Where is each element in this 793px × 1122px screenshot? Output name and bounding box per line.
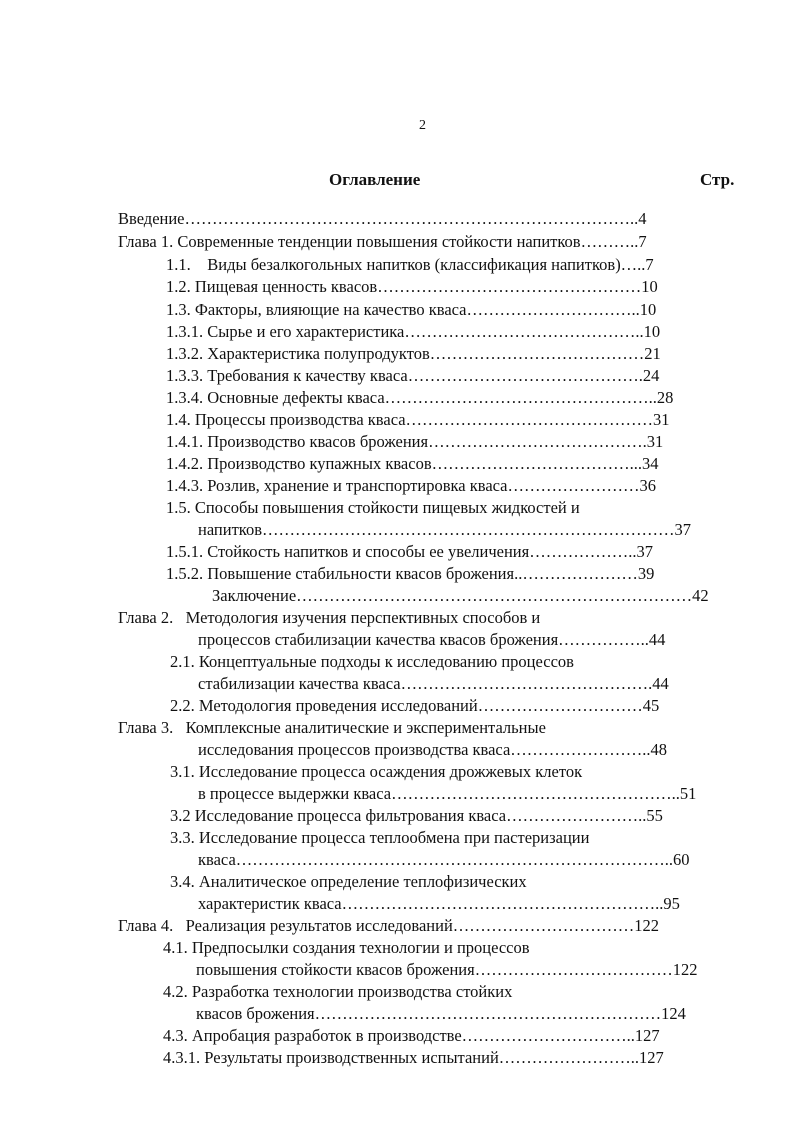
toc-entry: 3.1. Исследование процесса осаждения дрожжевых клеток	[170, 762, 583, 781]
toc-entry: 3.4. Аналитическое определение теплофизических	[170, 872, 527, 891]
toc-entry: характеристик кваса…………………………………………………..95	[198, 894, 680, 913]
toc-entry: повышения стойкости квасов брожения………………………………122	[196, 960, 698, 979]
toc-entry: Глава 4. Реализация результатов исследований……………………………122	[118, 916, 660, 935]
toc-entry: 1.3.4. Основные дефекты кваса…………………………………………..28	[166, 388, 674, 407]
toc-entry: 1.3.2. Характеристика полупродуктов…………………………………21	[166, 344, 661, 363]
toc-entry: в процессе выдержки кваса……………………………………………..51	[198, 784, 697, 803]
page-number: 2	[419, 118, 426, 133]
toc-entry: 1.4.2. Производство купажных квасов………………………………...34	[166, 454, 659, 473]
toc-entry: 1.3.3. Требования к качеству кваса…………………………………….24	[166, 366, 660, 385]
page-column-label: Стр.	[700, 170, 735, 189]
toc-entry: 4.3.1. Результаты производственных испытаний……………………..127	[163, 1048, 664, 1067]
toc-entry: 1.5. Способы повышения стойкости пищевых жидкостей и	[166, 498, 580, 517]
toc-entry: Заключение………………………………………………………………42	[212, 586, 709, 605]
toc-entry: исследования процессов производства кваса……………………..48	[198, 740, 668, 759]
toc-entry: Введение………………………………………………………………………..4	[118, 209, 647, 228]
toc-entry: напитков…………………………………………………………………37	[198, 520, 692, 539]
toc-entry: кваса……………………………………………………………………..60	[198, 850, 690, 869]
toc-entry: 3.3. Исследование процесса теплообмена при пастеризации	[170, 828, 590, 847]
toc-entry: 1.3.1. Сырье и его характеристика……………………………………..10	[166, 322, 661, 341]
toc-title: Оглавление	[329, 170, 421, 189]
toc-entry: 2.2. Методология проведения исследований…………………………45	[170, 696, 660, 715]
toc-entry: 1.1. Виды безалкогольных напитков (классификация напитков)…..7	[166, 255, 654, 274]
toc-entry: 1.3. Факторы, влияющие на качество кваса…………………………..10	[166, 300, 657, 319]
toc-entry: процессов стабилизации качества квасов брожения……………..44	[198, 630, 666, 649]
toc-entry: 4.1. Предпосылки создания технологии и процессов	[163, 938, 530, 957]
toc-entry: Глава 3. Комплексные аналитические и экспериментальные	[118, 718, 546, 737]
toc-entry: 3.2 Исследование процесса фильтрования кваса……………………..55	[170, 806, 663, 825]
toc-entry: 2.1. Концептуальные подходы к исследованию процессов	[170, 652, 574, 671]
toc-entry: 1.4.1. Производство квасов брожения………………………………….31	[166, 432, 664, 451]
toc-entry: 1.4. Процессы производства кваса………………………………………31	[166, 410, 670, 429]
toc-entry: Глава 2. Методология изучения перспективных способов и	[118, 608, 541, 627]
toc-entry: 1.5.2. Повышение стабильности квасов брожения..…………………39	[166, 564, 655, 583]
toc-entry: Глава 1. Современные тенденции повышения стойкости напитков………..7	[118, 232, 647, 251]
toc-entry: квасов брожения………………………………………………………124	[196, 1004, 686, 1023]
toc-entry: стабилизации качества кваса……………………………………….44	[198, 674, 669, 693]
toc-entry: 1.5.1. Стойкость напитков и способы ее увеличения………………..37	[166, 542, 653, 561]
toc-entry: 4.2. Разработка технологии производства стойких	[163, 982, 513, 1001]
toc-entry: 1.4.3. Розлив, хранение и транспортировка кваса……………………36	[166, 476, 656, 495]
toc-entry: 1.2. Пищевая ценность квасов…………………………………………10	[166, 277, 658, 296]
toc-entry: 4.3. Апробация разработок в производстве…………………………..127	[163, 1026, 660, 1045]
